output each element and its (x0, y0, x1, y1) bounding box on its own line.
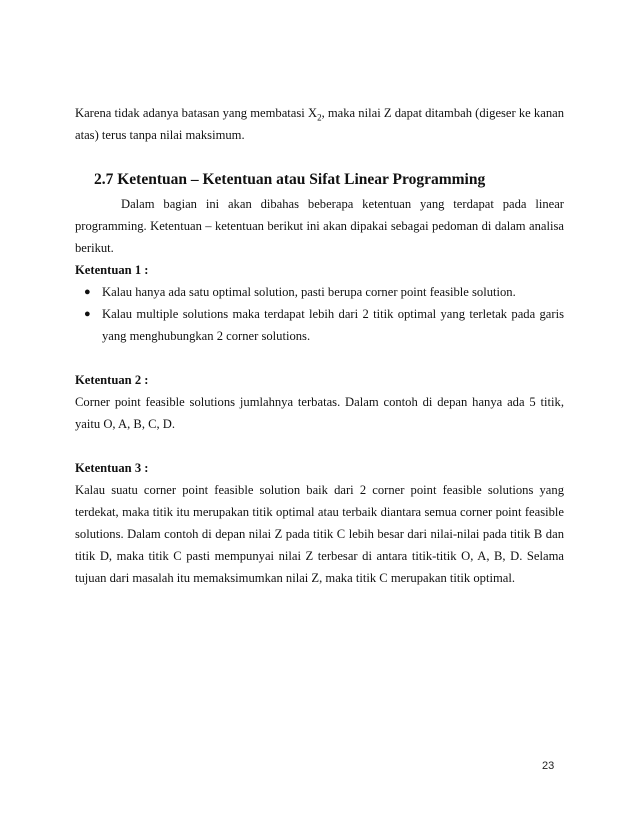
rule1-bullet-item (75, 281, 564, 303)
rule1-label: Ketentuan 1 : (75, 263, 149, 277)
intro-text-end: , maka nilai Z dapat ditambah (digeser ke kanan atas) terus tanpa nilai maksimum. (75, 106, 564, 142)
rule1-bullet-item (75, 303, 564, 347)
intro-paragraph (75, 102, 564, 146)
rule3-paragraph: Kalau suatu corner point feasible solution baik dari 2 corner point feasible solutions yang terdekat, maka titik itu merupakan titik optimal atau terbaik diantara semua corner point feasible solutions. Dalam contoh di depan nilai Z pada titik C lebih besar dari nilai-nilai pada titik B dan titik D, maka titik C pasti mempunyai nilai Z terbesar di antara titik-titik O, A, B, D. Selama tujuan dari masalah itu memaksimumkan nilai Z, maka titik C merupakan titik optimal. (75, 483, 564, 585)
rule1-bullet-text: Kalau hanya ada satu optimal solution, pasti berupa corner point feasible solution. (102, 285, 516, 299)
rule2-paragraph: Corner point feasible solutions jumlahnya terbatas. Dalam contoh di depan hanya ada 5 titik, yaitu O, A, B, C, D. (75, 395, 564, 431)
rule1-bullet-list (75, 281, 564, 347)
page-content (75, 102, 564, 589)
bullet-icon: ● (84, 286, 91, 298)
intro-text-start: Karena tidak adanya batasan yang membatasi X (75, 106, 318, 120)
intro-subscript: 2 (317, 112, 322, 123)
rule1-bullet-text: Kalau multiple solutions maka terdapat lebih dari 2 titik optimal yang terletak pada garis yang menghubungkan 2 corner solutions. (102, 307, 564, 343)
rule2-label: Ketentuan 2 : (75, 373, 149, 387)
rule3-label: Ketentuan 3 : (75, 461, 149, 475)
bullet-icon: ● (84, 308, 91, 320)
section-paragraph: Dalam bagian ini akan dibahas beberapa ketentuan yang terdapat pada linear programming. Ketentuan – ketentuan berikut ini akan dipakai sebagai pedoman di dalam analisa berikut. (75, 197, 564, 255)
page-number: 23 (542, 760, 555, 772)
section-heading: 2.7 Ketentuan – Ketentuan atau Sifat Linear Programming (94, 171, 486, 188)
